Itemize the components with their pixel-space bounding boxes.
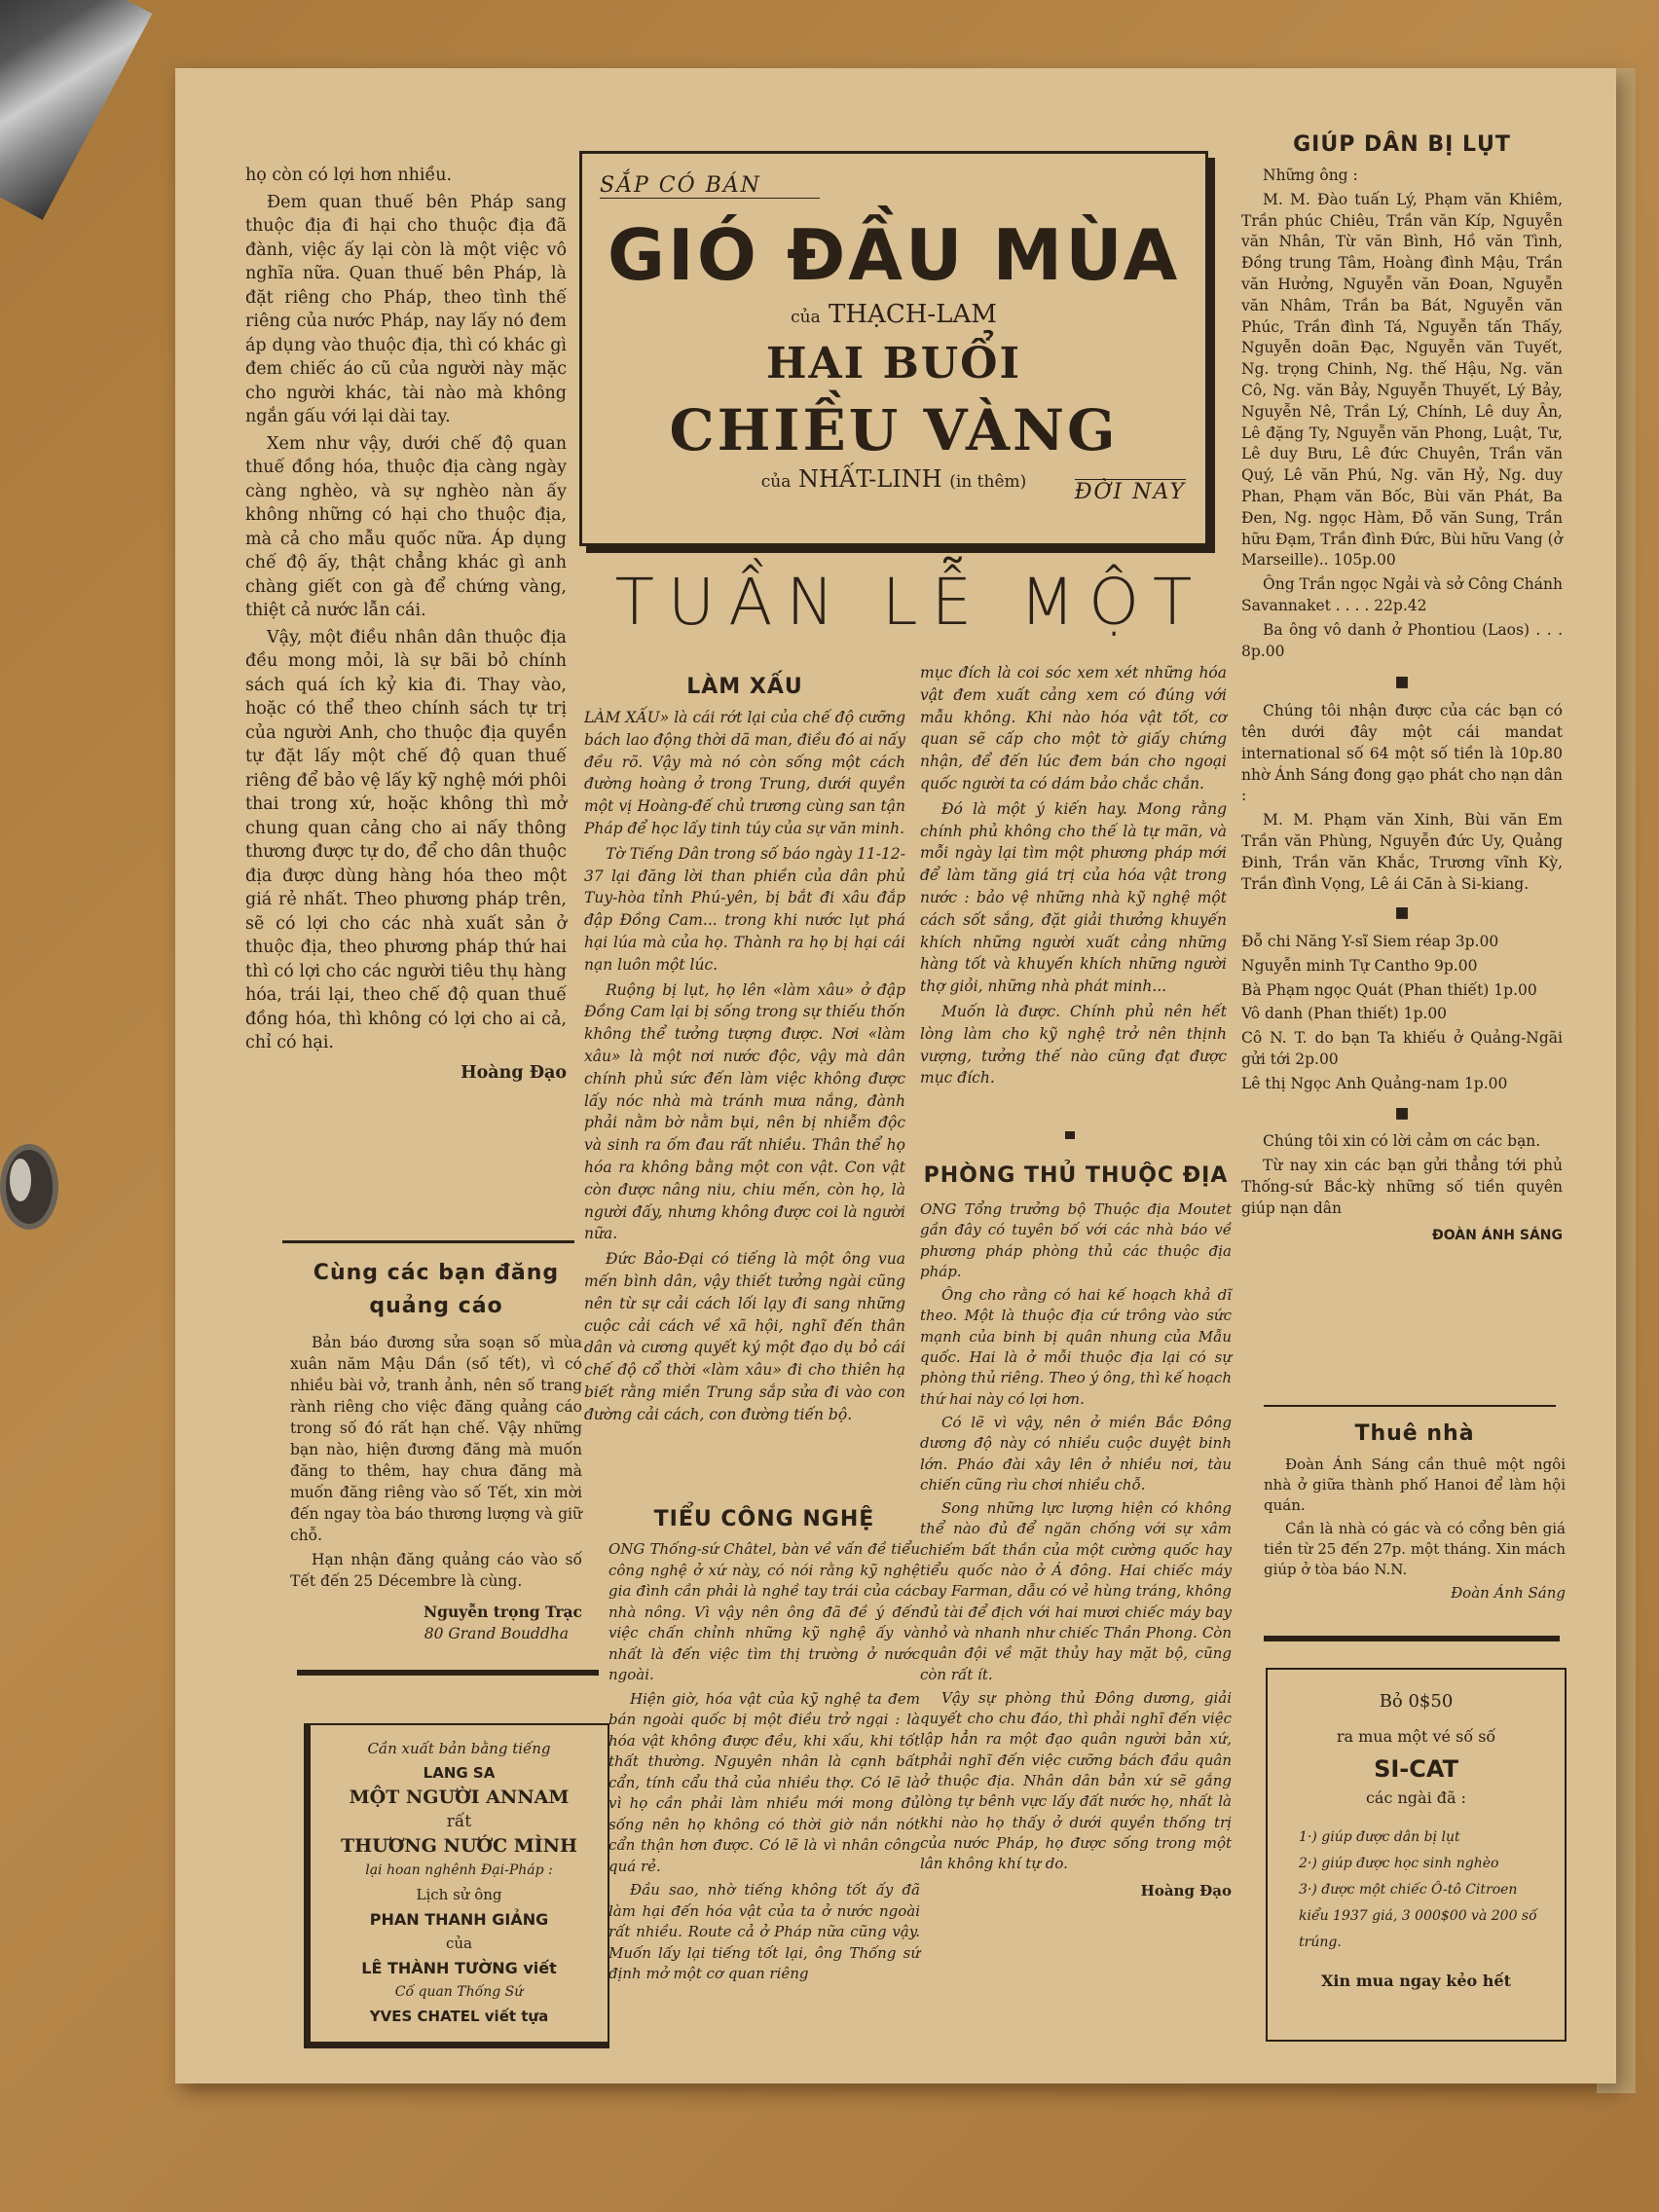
giup-dan-article <box>1241 129 1563 1246</box>
paragraph: Ba ông vô danh ở Phontiou (Laos) . . . 8p.00 <box>1241 620 1563 660</box>
section-marker: ■ <box>1394 1103 1410 1122</box>
paragraph: LÀM XẤU» là cái rớt lại của chế độ cưỡng bách lao động thời dã man, điều đó ai nấy đều rõ. Vậy mà nó còn sống một cách đường hoàng ở trong Trung, dưới quyền một vị Hoàng-đế chủ trương cùng san tận Pháp để học lấy tinh túy của sự văn minh. <box>584 709 905 837</box>
paragraph: ONG Thống-sứ Châtel, bàn về vấn đề tiểu công nghệ ở xứ này, có nói rằng kỹ nghệ gia đình cần phải là nghề tay trái của các nhà nông. Vì vậy nên ông đã đề ý đến việc chấn chỉnh những kỹ nghệ ấy và nhất là đến việc tìm thị trường ở nước ngoài. <box>608 1540 920 1683</box>
paragraph: Có lẽ vì vậy, nên ở miền Bắc Đông dương độ này có nhiều cuộc duyệt binh lớn. Pháo đài xây lên ở nhiều nơi, tàu chiến cũng rìu chơi nhiều chỗ. <box>920 1413 1232 1493</box>
ad-line: MỘT NGƯỜI ANNAM <box>349 1787 570 1808</box>
paragraph: họ còn có lợi hơn nhiều. <box>245 166 453 185</box>
paragraph: mục đích là coi sóc xem xét những hóa vật đem xuất cảng xem có đúng với mẫu không. Khi nào hóa vật tốt, cơ quan sẽ cấp cho một tờ giấy chứng nhận, để đến lúc đem bán cho ngoại quốc người ta có dám bảo chắc chắn. <box>920 664 1227 793</box>
lam-xau-continued <box>920 662 1227 1092</box>
tieu-cong-nghe-article <box>608 1504 920 1988</box>
publisher-name: ĐỜI NAY <box>1074 480 1186 504</box>
donation-line: Nguyễn minh Tự Cantho 9p.00 <box>1241 956 1478 975</box>
paragraph: Chúng tôi nhận được của các bạn có tên dưới đây một cái mandat international số 64 một số tiền là 10p.80 nhờ Ánh Sáng đong gạo phát cho nạn dân : <box>1241 702 1563 805</box>
paragraph: Đức Bảo-Đại có tiếng là một ông vua mến bình dân, vậy thiết tưởng ngài cũng nên từ sự cải cách lối lạy đi sang những cuộc cải cách về xã hội, nghĩ đến thân dân và cương quyết ký một đạo dụ bỏ cái chế độ cổ thời «làm xâu» đi cho thiên hạ biết rằng miền Trung sắp sửa đi vào con đường cải cách, con đường tiến bộ. <box>584 1250 905 1423</box>
section-heading: PHÒNG THỦ THUỘC ĐỊA <box>923 1163 1229 1188</box>
paragraph: Xem như vậy, dưới chế độ quan thuế đồng hóa, thuộc địa càng ngày càng nghèo, và sự nghèo nàn ấy không những có hại cho thuộc địa, mà cả cho mẫu quốc nữa. Áp dụng chế độ ấy, thật chẳng khác gì anh chàng giết con gà để chứng vàng, thiệt cả nước lẫn cái. <box>245 433 567 620</box>
lam-xau-article <box>584 672 905 1429</box>
ad-sicat-title: SI-CAT <box>1374 1755 1458 1783</box>
masthead-title: TUẦN LỄ MỘT <box>614 565 1206 640</box>
paragraph: Ông Trần ngọc Ngải và sở Công Chánh Savannaket . . . . 22p.42 <box>1241 575 1563 614</box>
paragraph: Đoàn Ánh Sáng cần thuê một ngôi nhà ở giữa thành phố Hanoi để làm hội quán. <box>1264 1456 1566 1514</box>
ad-list-item: 3·) được một chiếc Ô-tô Citroen kiểu 1937 giá, 3 000$00 và 200 số trúng. <box>1299 1882 1537 1950</box>
paragraph: Vậy sự phòng thủ Đông dương, giải quyết cho chu đáo, thì phải nghĩ đến việc lập hẳn ra một đạo quân người bản xứ, phải nghĩ đến việc cưỡng bách đầu quân ở thuộc địa. Nhân dân bản xứ sẽ gắng lòng tự bênh vực lấy đất nước họ, nhất là khi nào họ thấy ở dưới quyền thống trị của nước Pháp, họ được sống trong một lân không khí tự do. <box>920 1688 1232 1873</box>
author-name: NHẤT-LINH <box>797 465 942 493</box>
paragraph: Ruộng bị lụt, họ lên «làm xâu» ở đập Đồng Cam lại bị sống trong sự thiếu thốn không thể tưởng tượng được. Nơi «làm xâu» là một nơi nước độc, vậy mà dân chính phủ sức đến làm việc không được lấy nóc nhà mà tránh mưa nắng, đành phải nằm bờ nằm bụi, nên bị nhiễm độc và sinh ra ốm đau rất nhiều. Thân thể họ hóa ra không bằng một con vật. Con vật còn được nâng niu, chiu mến, còn họ, là người đấy, nhưng không được coi là người nữa. <box>584 980 905 1243</box>
ad-line: rất <box>446 1812 472 1831</box>
donation-line: Bà Phạm ngọc Quát (Phan thiết) 1p.00 <box>1241 980 1537 999</box>
paragraph: Muốn là được. Chính phủ nên hết lòng làm cho kỹ nghệ trở nên thịnh vượng, tưởng thế nào cũng đạt được mục đích. <box>920 1002 1227 1088</box>
metal-clip <box>0 0 152 220</box>
phong-thu-article <box>920 1159 1232 1901</box>
quangcao-title-2: quảng cáo <box>369 1294 503 1318</box>
paragraph: Song những lực lượng hiện có không thể nào đủ để ngăn chống với sự xâm chiếm bất thần của một cường quốc hay tiểu quốc nào ở Á đông. Hai chiếc máy bay Farman, dẫu có vẻ hùng tráng, không đủ tài để địch với hai mươi chiếc máy bay nhỏ và nhanh như chiếc Thần Phong. Còn quân đội về mặt thủy hay mặt bộ, cũng còn rất ít. <box>920 1499 1232 1683</box>
divider <box>1264 1405 1556 1407</box>
author-name: THẠCH-LAM <box>829 300 997 329</box>
ad-price-line: Bỏ 0$50 <box>1379 1691 1454 1712</box>
ad-line: các ngài đã : <box>1365 1788 1467 1807</box>
ad-line: LANG SA <box>423 1764 496 1782</box>
ad-list <box>1268 1807 1565 1956</box>
paragraph: Ông cho rằng có hai kế hoạch khả dĩ theo. Một là thuộc địa cứ trông vào sức mạnh của binh bị quân nhung của Mẫu quốc. Hai là ở mỗi thuộc địa lại có sự phòng thủ riêng. Theo ý ông, thì kế hoạch thứ hai này có lợi hơn. <box>920 1286 1232 1408</box>
section-marker <box>1065 1131 1075 1139</box>
title-hai-buoi: HAI BUỔI <box>765 339 1022 388</box>
section-heading: GIÚP DÂN BỊ LỤT <box>1293 132 1511 157</box>
paragraph: Chúng tôi xin có lời cảm ơn các bạn. <box>1263 1132 1541 1151</box>
section-heading: LÀM XẤU <box>686 675 803 699</box>
donation-line: Cô N. T. do bạn Ta khiếu ở Quảng-Ngãi gửi tới 2p.00 <box>1241 1029 1563 1069</box>
section-marker: ■ <box>1394 673 1410 691</box>
paragraph: Bản báo đương sửa soạn số mùa xuân năm Mậu Dần (số tết), vì có nhiều bài vở, tranh ảnh, nên số trang rành riêng cho việc đăng quảng cáo trong số đó rất hạn chế. Vậy những bạn nào, hiện đương đăng mà muốn đăng to thêm, hay chưa đăng mà muốn đăng riêng vào số Tết, xin mời đến ngay tòa báo thương lượng và giữ chỗ. <box>290 1334 582 1544</box>
paragraph: Cần là nhà có gác và có cổng bên giá tiền từ 25 đến 27p. một tháng. Xin mách giúp ở tòa báo N.N. <box>1264 1520 1566 1578</box>
print-note: (in thêm) <box>949 472 1027 492</box>
paragraph: Đầu sao, nhờ tiếng không tốt ấy đã làm hại đến hóa vật của ta ở nước ngoài rất nhiều. Route cả ở Pháp nữa cũng vậy. Muốn lấy lại tiếng tốt lại, ông Thống sứ định mở một cơ quan riêng <box>608 1881 920 1982</box>
thick-divider <box>297 1670 599 1676</box>
author-line-1 <box>582 300 1205 329</box>
ad-line: LÊ THÀNH TƯỜNG viết <box>361 1959 557 1977</box>
ad-list-item: 1·) giúp được dân bị lụt <box>1299 1829 1460 1845</box>
thick-divider <box>1264 1636 1560 1641</box>
book-announcement-box <box>579 151 1208 546</box>
paragraph: M. M. Đào tuấn Lý, Phạm văn Khiêm, Trần phúc Chiêu, Trần văn Kíp, Nguyễn văn Nhân, Từ văn Bình, Hồ văn Tình, Đồng trung Tâm, Hoàng đình Mậu, Trần văn Hưởng, Nguyễn văn Đoan, Nguyễn văn Nhâm, Trần ba Bát, Nguyễn văn Phúc, Trần đình Tá, Nguyễn tấn Thấy, Nguyễn doãn Đạc, Nguyễn văn Tuyết, Ng. trọng Chinh, Ng. thế Hậu, Ng. văn Cô, Ng. văn Bảy, Nguyễn Thuyết, Lý Bảy, Nguyễn Nê, Trần Lý, Chính, Lê duy Ân, Lê đặng Ty, Nguyễn văn Phong, Luật, Tư, Lê duy Bưu, Lê đức Chuyên, Trần văn Quý, Lê văn Phú, Ng. văn Hỷ, Ng. duy Phan, Phạm văn Bốc, Bùi văn Phát, Ba Đen, Ng. ngọc Hàm, Đỗ văn Sung, Trần hữu Đạm, Trần đình Đức, Bùi hữu Vang (ở Marseille).. 105p.00 <box>1241 190 1563 570</box>
ad-line: của <box>445 1935 472 1952</box>
ad-line: Cố quan Thống Sứ <box>394 1984 524 2000</box>
donation-line: Vô danh (Phan thiết) 1p.00 <box>1241 1005 1448 1023</box>
section-heading: Thuê nhà <box>1354 1421 1475 1446</box>
thue-nha-notice <box>1264 1414 1566 1604</box>
ad-list-item: 2·) giúp được học sinh nghèo <box>1299 1856 1499 1871</box>
title-chieu-vang: CHIỀU VÀNG <box>669 397 1119 463</box>
cua-label: của <box>760 472 792 492</box>
paragraph: Hạn nhận đăng quảng cáo vào số Tết đến 25 Décembre là cùng. <box>290 1551 582 1590</box>
cua-label: của <box>791 308 821 327</box>
signature: ĐOÀN ÁNH SÁNG <box>1432 1227 1563 1243</box>
paragraph: Đó là một ý kiến hay. Mong rằng chính phủ không cho thế là tự mãn, và mỗi ngày lại tìm một phương pháp mới để làm tăng giá trị của hóa vật trong nước : bảo vệ những nhà kỹ nghệ một cách sốt sắng, đặt giải thưởng khuyến khích những người xuất cảng những hàng tốt và khuyến khích những người thợ giỏi, những nhà phát minh... <box>920 799 1227 996</box>
paragraph: Từ nay xin các bạn gửi thẳng tới phủ Thống-sứ Bắc-kỳ những số tiền quyên giúp nạn dân <box>1241 1157 1563 1217</box>
paragraph: Đem quan thuế bên Pháp sang thuộc địa đi hại cho thuộc địa đã đành, việc ấy lại còn là một việc vô nghĩa nữa. Quan thuế bên Pháp, là đặt riêng cho Pháp, theo tình thế riêng của nước Pháp, nay lấy nó đem áp dụng vào thuộc địa, thì có khác gì đem chiếc áo cũ của người này mặc cho người khác, tài nào mà không ngắn gấu với lại dài tay. <box>245 192 567 426</box>
binder-hole-inner <box>10 1159 31 1201</box>
paragraph: Vậy, một điều nhân dân thuộc địa đều mong mỏi, là sự bãi bỏ chính sách quá ích kỷ kia đi. Thay vào, hoặc có thể theo chính sách tự trị của người Anh, cho thuộc địa quyền tự đặt lấy một chế độ quan thuế riêng để bảo vệ lấy kỹ nghệ mới phôi thai trong xứ, hoặc không thì mở chung quan cảng cho ai nấy thông thương được tự do, để cho dân thuộc địa được dùng hàng hóa theo một giá rẻ nhất. Theo phương pháp trên, sẽ có lợi cho các nhà xuất sản ở thuộc địa, theo phương pháp thứ hai thì có lợi cho các người tiêu thụ hàng hóa, trái lại, theo chế độ quan thuế đồng hóa, thì không có lợi cho ai cả, chỉ có hại. <box>245 627 567 1052</box>
book-ad-box <box>304 1723 609 2048</box>
left-column-article <box>245 164 567 1085</box>
ad-footer: Xin mua ngay kẻo hết <box>1321 1972 1511 1990</box>
paragraph: M. M. Phạm văn Xinh, Bùi văn Em Trần văn Phùng, Nguyễn đức Uy, Quảng Đinh, Trần văn Khắc, Trương vĩnh Kỳ, Trần đình Vọng, Lê ái Căn à Si-kiang. <box>1241 811 1563 893</box>
signature: Hoàng Đạo <box>461 1062 567 1083</box>
wavy-divider <box>282 1240 574 1243</box>
section-marker: ■ <box>1394 903 1410 922</box>
quangcao-notice <box>290 1258 582 1644</box>
signature-name: Nguyễn trọng Trạc <box>423 1603 582 1621</box>
quangcao-title-1: Cùng các bạn đăng <box>313 1261 560 1285</box>
ad-line: lại hoan nghênh Đại-Pháp : <box>365 1862 553 1878</box>
signature: Hoàng Đạo <box>1140 1881 1232 1899</box>
sicat-lottery-ad <box>1266 1668 1567 2042</box>
paragraph: ONG Tổng trưởng bộ Thuộc địa Moutet gần đây có tuyên bố với các nhà báo về phương pháp phòng thủ các thuộc địa pháp. <box>920 1200 1232 1280</box>
paragraph: Những ông : <box>1263 166 1358 184</box>
signature-address: 80 Grand Bouddha <box>424 1625 569 1642</box>
paragraph: Tờ Tiếng Dân trong số báo ngày 11-12-37 lại đăng lời than phiền của dân phủ Tuy-hòa tỉnh Phú-yên, bị bắt đi xâu đắp đập Đồng Cam... trong khi nước lụt phá hại lúa mà của họ. Thành ra họ bị hại cái nạn luôn một lúc. <box>584 844 905 974</box>
ad-line: THƯƠNG NƯỚC MÌNH <box>341 1835 577 1857</box>
title-gio-dau-mua: GIÓ ĐẦU MÙA <box>607 214 1181 296</box>
ad-line: Lịch sử ông <box>416 1886 502 1903</box>
ad-line: PHAN THANH GIẢNG <box>369 1910 549 1929</box>
section-heading: TIỂU CÔNG NGHỆ <box>653 1507 875 1531</box>
paragraph: Hiện giờ, hóa vật của kỹ nghệ ta đem bán ngoài quốc bị một điều trở ngại : là hóa vật không được đều, khi xấu, khi tốt thất thường. Nguyên nhân là cạnh bất cẩn, tính cẩu thả của nhiều thợ. Có lẽ là vì họ cần phải làm nhiều mới mong đủ sống nên họ không có thời giờ nắn nót cẩn thận hơn được. Có lẽ là vì nhân công quá rẻ. <box>608 1689 920 1875</box>
donation-line: Đỗ chi Năng Y-sĩ Siem réap 3p.00 <box>1241 933 1499 951</box>
sap-co-ban-label: SẮP CÓ BÁN <box>600 173 820 199</box>
ad-line: Cần xuất bản bằng tiếng <box>367 1740 551 1757</box>
signature: Đoàn Ánh Sáng <box>1451 1584 1566 1602</box>
ad-line: YVES CHATEL viết tựa <box>369 2008 549 2025</box>
ad-line: ra mua một vé số số <box>1336 1727 1496 1746</box>
donation-line: Lê thị Ngọc Anh Quảng-nam 1p.00 <box>1241 1074 1508 1092</box>
